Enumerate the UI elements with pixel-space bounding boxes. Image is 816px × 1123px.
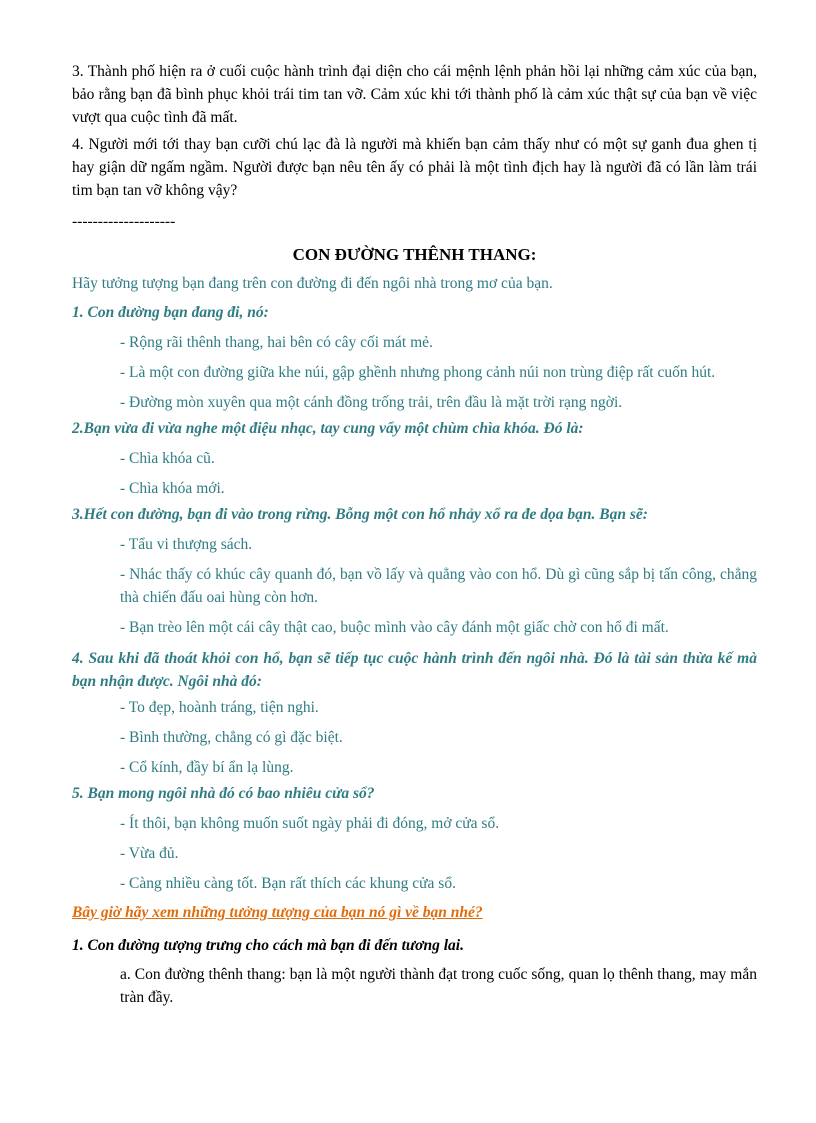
question-2: 2.Bạn vừa đi vừa nghe một điệu nhạc, tay cung vẩy một chùm chìa khóa. Đó là: <box>72 420 584 437</box>
question-3-option-2: - Nhác thấy có khúc cây quanh đó, bạn vồ lấy và quẳng vào con hổ. Dù gì cũng sắp bị tấn công, chẳng thà chiến đấu oai hùng còn hơn. <box>120 566 757 606</box>
question-4-option-2: - Bình thường, chẳng có gì đặc biệt. <box>120 729 343 746</box>
reveal-heading: Bây giờ hãy xem những tưởng tượng của bạn nó gì về bạn nhé? <box>72 904 483 921</box>
answer-heading-1: 1. Con đường tượng trưng cho cách mà bạn đi đến tương lai. <box>72 937 464 954</box>
question-1-option-3: - Đường mòn xuyên qua một cánh đồng trống trải, trên đầu là mặt trời rạng ngời. <box>120 394 623 411</box>
question-2-option-2: - Chìa khóa mới. <box>120 480 225 497</box>
separator-line: -------------------- <box>72 213 176 230</box>
question-3-option-1: - Tẩu vi thượng sách. <box>120 536 253 553</box>
section-title: CON ĐƯỜNG THÊNH THANG: <box>292 245 537 264</box>
question-1-option-2: - Là một con đường giữa khe núi, gập ghềnh nhưng phong cảnh núi non trùng điệp rất cuốn hút. <box>120 364 716 381</box>
question-4: 4. Sau khi đã thoát khỏi con hổ, bạn sẽ tiếp tục cuộc hành trình đến ngôi nhà. Đó là tài sản thừa kế mà bạn nhận được. Ngôi nhà đó: <box>72 650 757 690</box>
question-3: 3.Hết con đường, bạn đi vào trong rừng. Bỗng một con hổ nhảy xổ ra đe dọa bạn. Bạn sẽ: <box>72 506 648 523</box>
question-2-option-1: - Chìa khóa cũ. <box>120 450 215 467</box>
question-4-option-3: - Cổ kính, đầy bí ẩn lạ lùng. <box>120 759 294 776</box>
question-1-option-1: - Rộng rãi thênh thang, hai bên có cây cối mát mẻ. <box>120 334 433 351</box>
question-1: 1. Con đường bạn đang đi, nó: <box>72 304 269 321</box>
answer-1a: a. Con đường thênh thang: bạn là một người thành đạt trong cuốc sống, quan lọ thênh thang, may mắn tràn đầy. <box>120 966 757 1006</box>
paragraph-3: 3. Thành phố hiện ra ở cuối cuộc hành trình đại diện cho cái mệnh lệnh phản hồi lại những cảm xúc của bạn, bảo rằng bạn đã bình phục khỏi trái tim tan vỡ. Cảm xúc khi tới thành phố là cảm xúc thật sự của bạn về việc vượt qua cuộc tình đã mất. <box>72 63 757 126</box>
question-5-option-1: - Ít thôi, bạn không muốn suốt ngày phải đi đóng, mở cửa sổ. <box>120 815 500 832</box>
question-3-option-3: - Bạn trèo lên một cái cây thật cao, buộc mình vào cây đánh một giấc chờ con hổ đi mất. <box>120 619 669 636</box>
question-5-option-3: - Càng nhiều càng tốt. Bạn rất thích các khung cửa sổ. <box>120 875 456 892</box>
question-5: 5. Bạn mong ngôi nhà đó có bao nhiêu cửa sổ? <box>72 785 375 802</box>
paragraph-4: 4. Người mới tới thay bạn cưỡi chú lạc đà là người mà khiến bạn cảm thấy như có một sự ganh đua ghen tị hay giận dữ ngấm ngầm. Người được bạn nêu tên ấy có phải là một tình địch hay là người đã có lần làm trái tim bạn tan vỡ không vậy? <box>72 136 757 199</box>
question-4-option-1: - To đẹp, hoành tráng, tiện nghi. <box>120 699 319 716</box>
section-intro: Hãy tưởng tượng bạn đang trên con đường đi đến ngôi nhà trong mơ của bạn. <box>72 275 553 292</box>
document-page <box>72 60 757 1009</box>
question-5-option-2: - Vừa đủ. <box>120 845 179 862</box>
